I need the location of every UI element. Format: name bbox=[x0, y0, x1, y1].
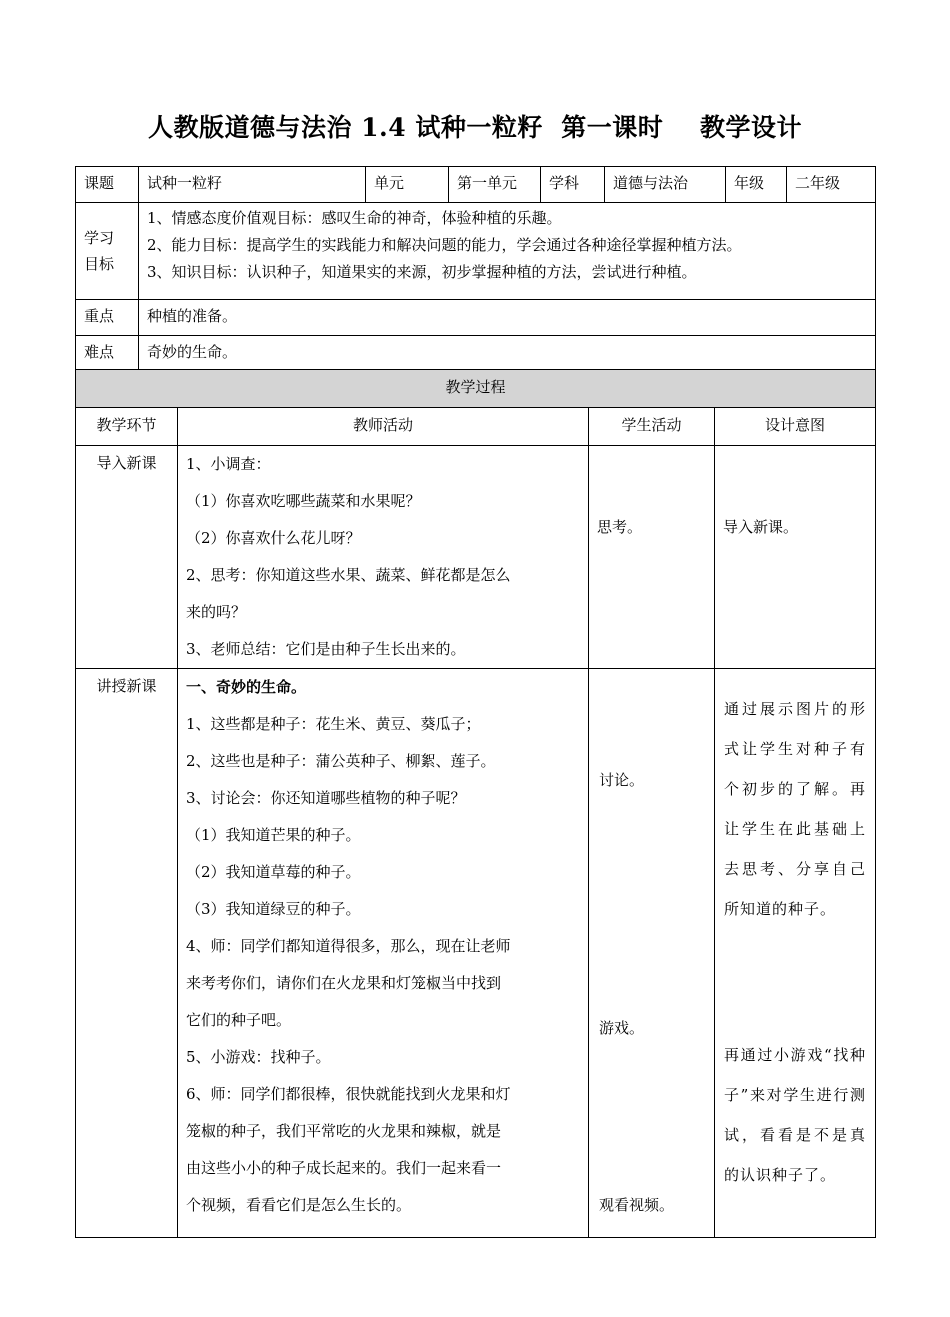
info-row-key bbox=[76, 300, 876, 336]
lecture-heading: 一、奇妙的生命。 bbox=[186, 678, 307, 696]
lecture-line: 个视频，看看它们是怎么生长的。 bbox=[186, 1196, 412, 1214]
lecture-line: 3、讨论会：你还知道哪些植物的种子呢？ bbox=[186, 789, 466, 807]
lecture-line: 6、师：同学们都很棒，很快就能找到火龙果和灯 bbox=[186, 1085, 511, 1103]
intro-teacher-activity bbox=[178, 446, 589, 669]
lecture-line: 来考考你们，请你们在火龙果和灯笼椒当中找到 bbox=[186, 974, 502, 992]
intro-line: 3、老师总结：它们是由种子生长出来的。 bbox=[186, 640, 466, 658]
goals-cell bbox=[139, 203, 876, 300]
subject-value: 道德与法治 bbox=[605, 167, 726, 203]
unit-label: 单元 bbox=[366, 167, 449, 203]
intro-student-activity: 思考。 bbox=[589, 446, 715, 669]
student-discuss: 讨论。 bbox=[599, 771, 645, 789]
intro-line: （2）你喜欢什么花儿呀？ bbox=[186, 529, 361, 547]
lecture-line: （1）我知道芒果的种子。 bbox=[186, 826, 361, 844]
intent-paragraph-1: 通过展示图片的形式让学生对种子有个初步的了解。再让学生在此基础上去思考、分享自己所知道的种子。 bbox=[724, 700, 867, 918]
lecture-line: 它们的种子吧。 bbox=[186, 1011, 292, 1029]
goals-label-line-1: 学习 bbox=[84, 229, 115, 247]
goal-item: 1、情感态度价值观目标：感叹生命的神奇，体验种植的乐趣。 bbox=[147, 209, 562, 227]
intro-line: 2、思考：你知道这些水果、蔬菜、鲜花都是怎么 bbox=[186, 566, 511, 584]
intro-line: 来的吗？ bbox=[186, 603, 247, 621]
lecture-line: 5、小游戏：找种子。 bbox=[186, 1048, 331, 1066]
student-video: 观看视频。 bbox=[599, 1196, 675, 1214]
lecture-stage: 讲授新课 bbox=[76, 669, 178, 1238]
intro-line: 1、小调查： bbox=[186, 455, 271, 473]
document-title: 人教版道德与法治 1.4 试种一粒籽 第一课时 教学设计 bbox=[147, 113, 803, 142]
lecture-line: 1、这些都是种子：花生米、黄豆、葵瓜子； bbox=[186, 715, 481, 733]
intro-row bbox=[76, 446, 876, 669]
info-row-goals bbox=[76, 203, 876, 300]
process-header: 教学过程 bbox=[76, 370, 876, 408]
col-stage: 教学环节 bbox=[76, 408, 178, 446]
lecture-line: 由这些小小的种子成长起来的。我们一起来看一 bbox=[186, 1159, 502, 1177]
grade-value: 二年级 bbox=[787, 167, 876, 203]
intent-paragraph-2: 再通过小游戏“找种子”来对学生进行测试，看看是不是真的认识种子了。 bbox=[724, 1046, 867, 1184]
lecture-student-activity bbox=[589, 669, 715, 1238]
col-teacher: 教师活动 bbox=[178, 408, 589, 446]
difficult-value: 奇妙的生命。 bbox=[139, 336, 876, 370]
info-row-topic bbox=[76, 167, 876, 203]
topic-label: 课题 bbox=[76, 167, 139, 203]
intro-design-intent: 导入新课。 bbox=[715, 446, 876, 669]
info-table bbox=[75, 166, 876, 370]
key-label: 重点 bbox=[76, 300, 139, 336]
goals-label-line-2: 目标 bbox=[84, 255, 115, 273]
subject-label: 学科 bbox=[541, 167, 605, 203]
key-value: 种植的准备。 bbox=[139, 300, 876, 336]
lecture-line: （2）我知道草莓的种子。 bbox=[186, 863, 361, 881]
goal-item: 3、知识目标：认识种子，知道果实的来源，初步掌握种植的方法，尝试进行种植。 bbox=[147, 263, 697, 281]
student-game: 游戏。 bbox=[599, 1019, 645, 1037]
process-column-headers bbox=[76, 408, 876, 446]
col-intent: 设计意图 bbox=[715, 408, 876, 446]
lecture-line: 2、这些也是种子：蒲公英种子、柳絮、莲子。 bbox=[186, 752, 496, 770]
intro-line: （1）你喜欢吃哪些蔬菜和水果呢？ bbox=[186, 492, 421, 510]
lecture-line: 笼椒的种子，我们平常吃的火龙果和辣椒，就是 bbox=[186, 1122, 502, 1140]
difficult-label: 难点 bbox=[76, 336, 139, 370]
lecture-teacher-activity bbox=[178, 669, 589, 1238]
unit-value: 第一单元 bbox=[449, 167, 541, 203]
lecture-row bbox=[76, 669, 876, 1238]
goal-item: 2、能力目标：提高学生的实践能力和解决问题的能力，学会通过各种途径掌握种植方法。 bbox=[147, 236, 742, 254]
intro-stage: 导入新课 bbox=[76, 446, 178, 669]
lecture-line: （3）我知道绿豆的种子。 bbox=[186, 900, 361, 918]
lecture-design-intent bbox=[715, 669, 876, 1238]
info-row-difficult bbox=[76, 336, 876, 370]
goals-label bbox=[76, 203, 139, 300]
col-student: 学生活动 bbox=[589, 408, 715, 446]
grade-label: 年级 bbox=[726, 167, 787, 203]
lecture-line: 4、师：同学们都知道得很多，那么，现在让老师 bbox=[186, 937, 511, 955]
process-table bbox=[75, 369, 876, 1238]
topic-value: 试种一粒籽 bbox=[139, 167, 366, 203]
